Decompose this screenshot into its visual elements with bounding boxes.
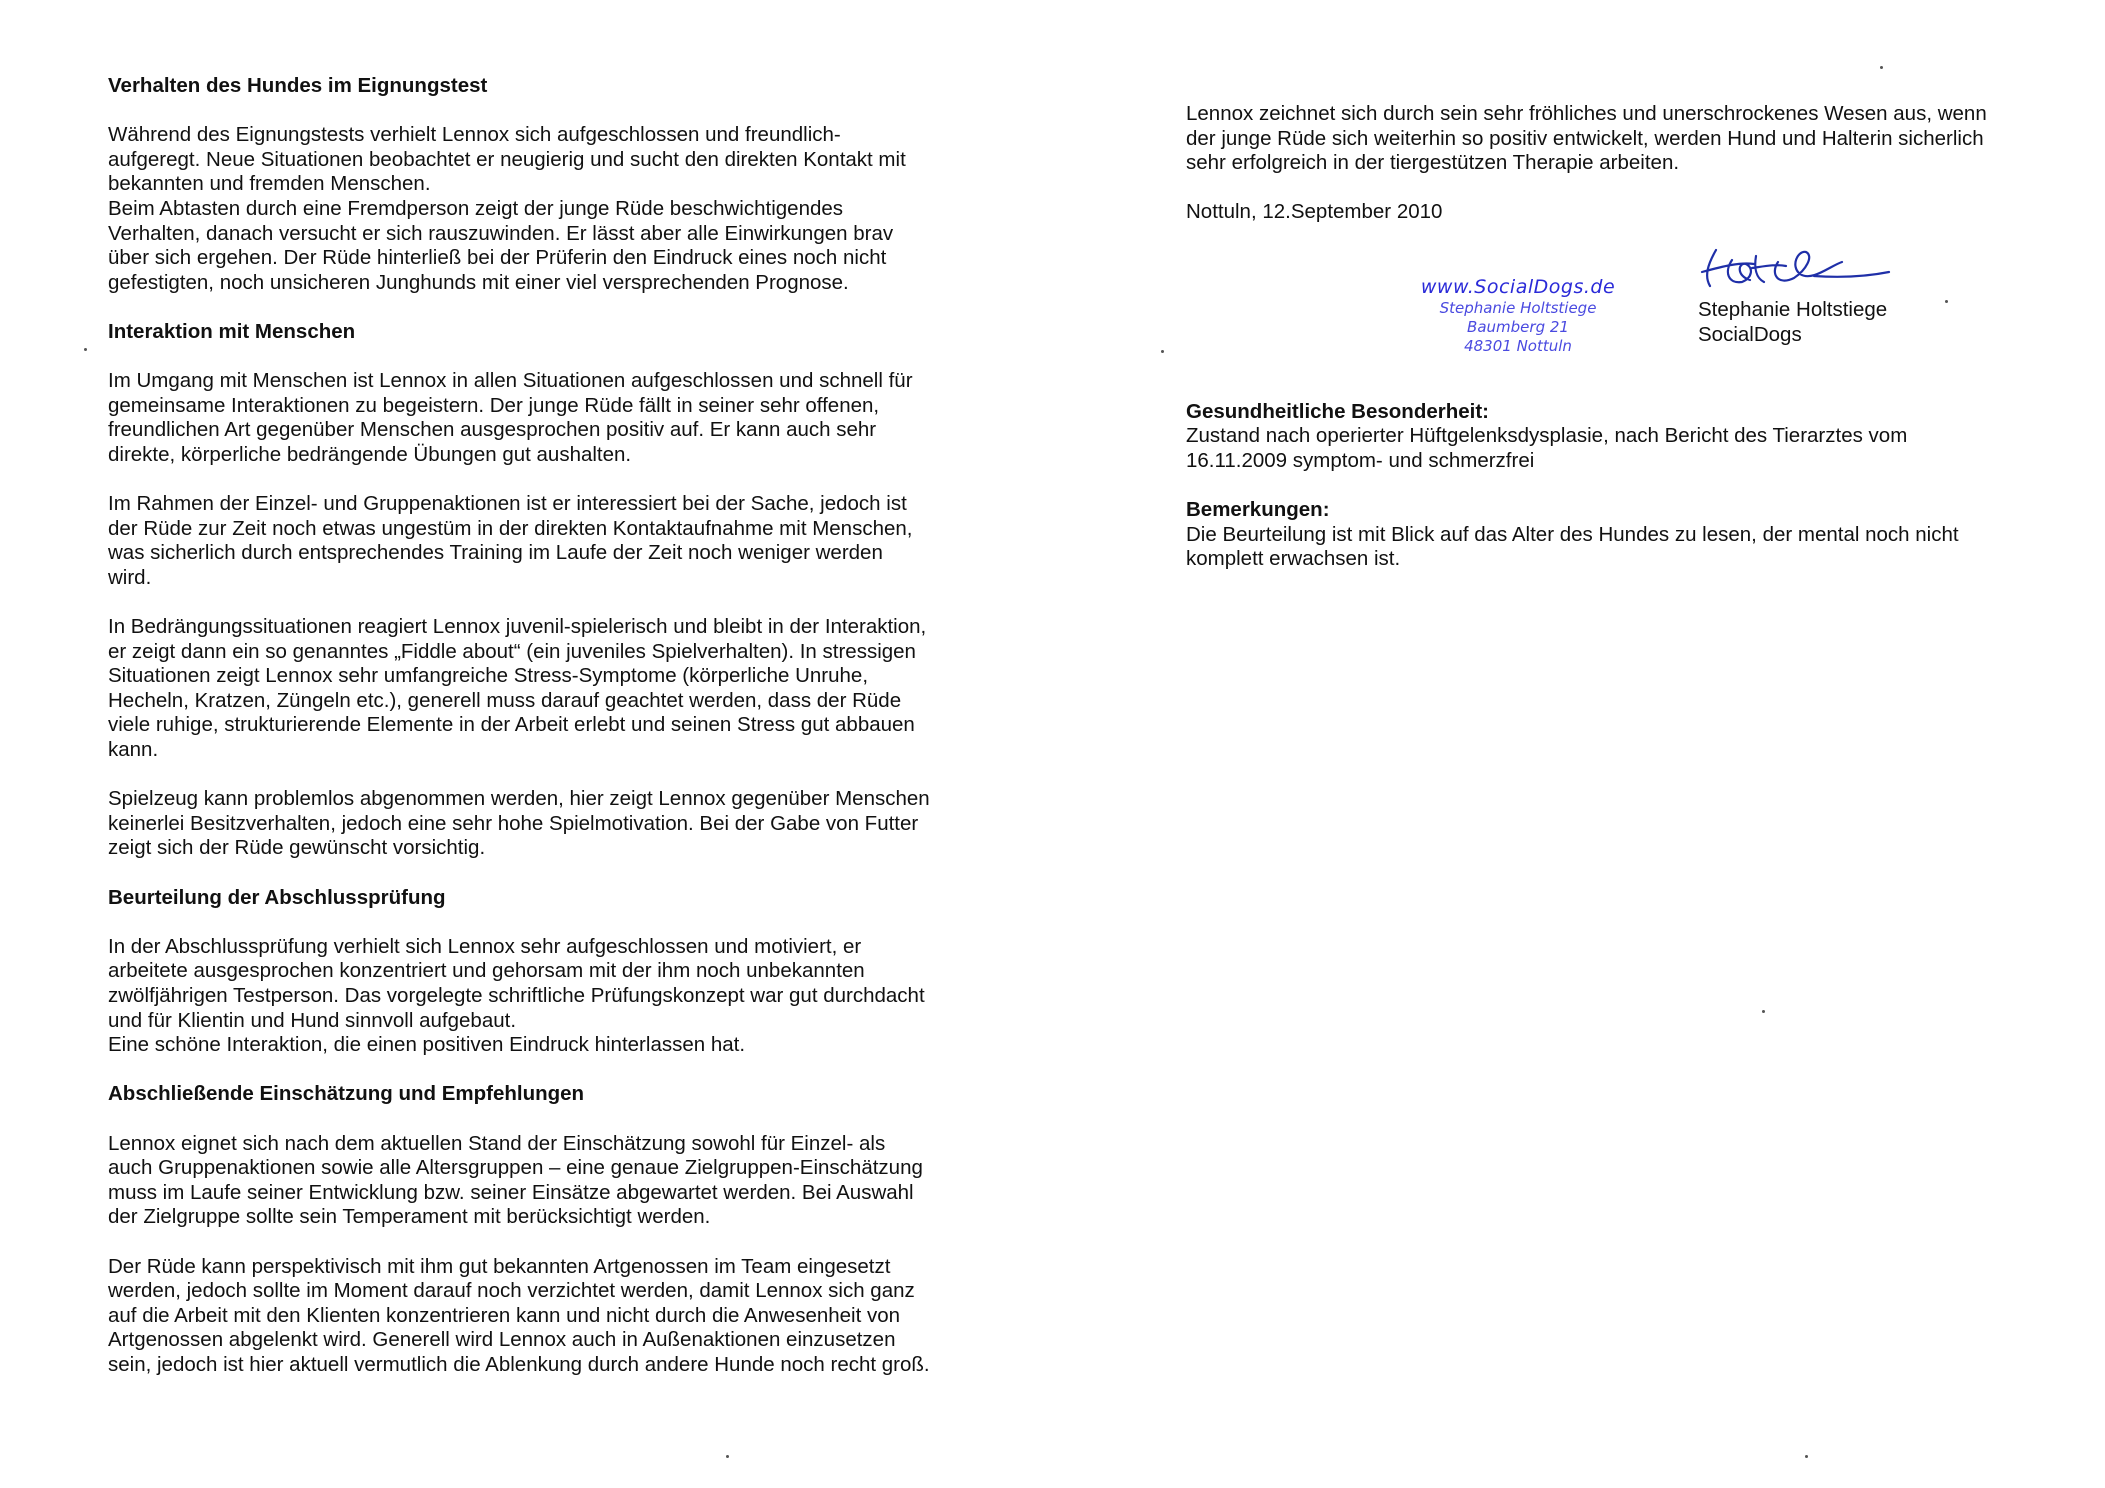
scan-speck [1880, 66, 1883, 69]
signer-block [1698, 298, 1887, 347]
text-line: Hecheln, Kratzen, Züngeln etc.), generell muss darauf geachtet werden, dass der Rüde [108, 688, 902, 712]
text-line: Lennox eignet sich nach dem aktuellen Stand der Einschätzung sowohl für Einzel- als [108, 1131, 886, 1155]
text-line: arbeitete ausgesprochen konzentriert und gehorsam mit der ihm noch unbekannten [108, 959, 865, 983]
section-heading-behaviour: Verhalten des Hundes im Eignungstest [108, 74, 488, 97]
text-line: bekannten und fremden Menschen. [108, 172, 431, 196]
text-line: der junge Rüde sich weiterhin so positiv entwickelt, werden Hund und Halterin sicherlich [1186, 126, 1984, 150]
text-line: und für Klientin und Hund sinnvoll aufgebaut. [108, 1008, 517, 1032]
scan-speck [84, 348, 87, 351]
text-line: wird. [108, 565, 152, 589]
text-line: Situationen zeigt Lennox sehr umfangreiche Stress-Symptome (körperliche Unruhe, [108, 664, 869, 688]
left-column [108, 74, 1008, 1402]
scan-speck [1161, 350, 1164, 353]
text-line: kann. [108, 738, 159, 762]
place-date [1186, 200, 2046, 225]
text-line: Artgenossen abgelenkt wird. Generell wird Lennox auch in Außenaktionen einzusetzen [108, 1328, 896, 1352]
section-heading-final-exam: Beurteilung der Abschlussprüfung [108, 885, 446, 909]
text-line: Im Umgang mit Menschen ist Lennox in allen Situationen aufgeschlossen und schnell für [108, 369, 913, 393]
handwritten-signature [1694, 242, 1894, 306]
signer-name: Stephanie Holtstiege [1698, 298, 1888, 321]
signature-stroke [1702, 250, 1889, 286]
paragraph-interaction-4 [108, 787, 1008, 861]
text-line: keinerlei Besitzverhalten, jedoch eine sehr hohe Spielmotivation. Bei der Gabe von Futter [108, 811, 919, 835]
text-line: was sicherlich durch entsprechendes Training im Laufe der Zeit noch weniger werden [108, 541, 883, 565]
text-line: Der Rüde kann perspektivisch mit ihm gut bekannten Artgenossen im Team eingesetzt [108, 1254, 891, 1278]
text-line: auch Gruppenaktionen sowie alle Altersgruppen – eine genaue Zielgruppen-Einschätzung [108, 1156, 923, 1180]
text-line: Zustand nach operierter Hüftgelenksdysplasie, nach Bericht des Tierarztes vom [1186, 424, 1908, 448]
text-line: direkte, körperliche bedrängende Übungen gut aushalten. [108, 442, 632, 466]
text-line: 16.11.2009 symptom- und schmerzfrei [1186, 448, 1535, 472]
text-line: Spielzeug kann problemlos abgenommen werden, hier zeigt Lennox gegenüber Menschen [108, 787, 930, 811]
scan-speck [1805, 1455, 1808, 1458]
text-line: In Bedrängungssituationen reagiert Lennox juvenil-spielerisch und bleibt in der Interaktion, [108, 615, 927, 639]
stamp-street: Baumberg 21 [1467, 318, 1569, 336]
paragraph-interaction-3 [108, 615, 1008, 763]
text-line: gemeinsame Interaktionen zu begeistern. Der junge Rüde fällt in seiner sehr offenen, [108, 393, 880, 417]
text-line: Beim Abtasten durch eine Fremdperson zeigt der junge Rüde beschwichtigendes [108, 196, 844, 220]
paragraph-interaction-1 [108, 369, 1008, 467]
text-line: gefestigten, noch unsicheren Junghunds mit einer viel versprechenden Prognose. [108, 270, 849, 294]
section-heading-recommendations: Abschließende Einschätzung und Empfehlungen [108, 1082, 585, 1106]
scan-speck [1762, 1010, 1765, 1013]
paragraph-summary [1186, 102, 2046, 176]
text-line: muss im Laufe seiner Entwicklung bzw. seiner Einsätze abgewartet werden. Bei Auswahl [108, 1180, 914, 1204]
stamp-website: www.SocialDogs.de [1420, 276, 1616, 298]
company-stamp [1408, 276, 1628, 356]
text-line: komplett erwachsen ist. [1186, 547, 1401, 571]
paragraph-interaction-2 [108, 492, 1008, 590]
text-line: werden, jedoch sollte im Moment darauf noch verzichtet werden, damit Lennox sich ganz [108, 1279, 915, 1303]
text-line: Die Beurteilung ist mit Blick auf das Alter des Hundes zu lesen, der mental noch nicht [1186, 522, 1959, 546]
remarks-heading: Bemerkungen: [1186, 497, 1330, 521]
paragraph-behaviour [108, 123, 1008, 295]
stamp-name: Stephanie Holtstiege [1439, 299, 1597, 317]
signature-area [1186, 236, 2046, 366]
text-line: Im Rahmen der Einzel- und Gruppenaktionen ist er interessiert bei der Sache, jedoch ist [108, 492, 907, 516]
text-line: aufgeregt. Neue Situationen beobachtet er neugierig und sucht den direkten Kontakt mit [108, 147, 906, 171]
text-line: über sich ergehen. Der Rüde hinterließ bei der Prüferin den Eindruck eines noch nicht [108, 246, 887, 270]
text-line: freundlichen Art gegenüber Menschen ausgesprochen positiv auf. Er kann auch sehr [108, 418, 877, 442]
paragraph-recommendations-1 [108, 1132, 1008, 1230]
stamp-city: 48301 Nottuln [1464, 337, 1572, 355]
section-heading-interaction: Interaktion mit Menschen [108, 319, 356, 343]
paragraph-recommendations-2 [108, 1255, 1008, 1378]
health-block [1186, 400, 2046, 474]
text-line: Lennox zeichnet sich durch sein sehr fröhliches und unerschrockenes Wesen aus, wenn [1186, 102, 1987, 125]
text-line: zeigt sich der Rüde gewünscht vorsichtig. [108, 836, 486, 860]
text-line: viele ruhige, strukturierende Elemente in der Arbeit erlebt und seinen Stress gut abbauen [108, 713, 915, 737]
signer-organization: SocialDogs [1698, 322, 1802, 346]
text-line: der Rüde zur Zeit noch etwas ungestüm in der direkten Kontaktaufnahme mit Menschen, [108, 516, 913, 540]
paragraph-final-exam [108, 935, 1008, 1058]
text-line: zwölfjährigen Testperson. Das vorgelegte schriftliche Prüfungskonzept war gut durchdacht [108, 983, 925, 1007]
scan-speck [726, 1455, 729, 1458]
text-line: auf die Arbeit mit den Klienten konzentrieren kann und nicht durch die Anwesenheit von [108, 1303, 901, 1327]
place-date-text: Nottuln, 12.September 2010 [1186, 200, 1443, 224]
text-line: Während des Eignungstests verhielt Lennox sich aufgeschlossen und freundlich- [108, 123, 841, 147]
text-line: In der Abschlussprüfung verhielt sich Lennox sehr aufgeschlossen und motiviert, er [108, 934, 862, 958]
scan-speck [1945, 300, 1948, 303]
text-line: der Zielgruppe sollte sein Temperament mit berücksichtigt werden. [108, 1205, 711, 1229]
text-line: sehr erfolgreich in der tiergestützen Therapie arbeiten. [1186, 151, 1680, 175]
text-line: er zeigt dann ein so genanntes „Fiddle about“ (ein juveniles Spielverhalten). In stressigen [108, 639, 916, 663]
text-line: sein, jedoch ist hier aktuell vermutlich die Ablenkung durch andere Hunde noch recht groß. [108, 1352, 930, 1376]
remarks-block [1186, 498, 2046, 572]
health-heading: Gesundheitliche Besonderheit: [1186, 399, 1489, 423]
text-line: Verhalten, danach versucht er sich rauszuwinden. Er lässt aber alle Einwirkungen brav [108, 221, 894, 245]
text-line: Eine schöne Interaktion, die einen positiven Eindruck hinterlassen hat. [108, 1033, 746, 1057]
